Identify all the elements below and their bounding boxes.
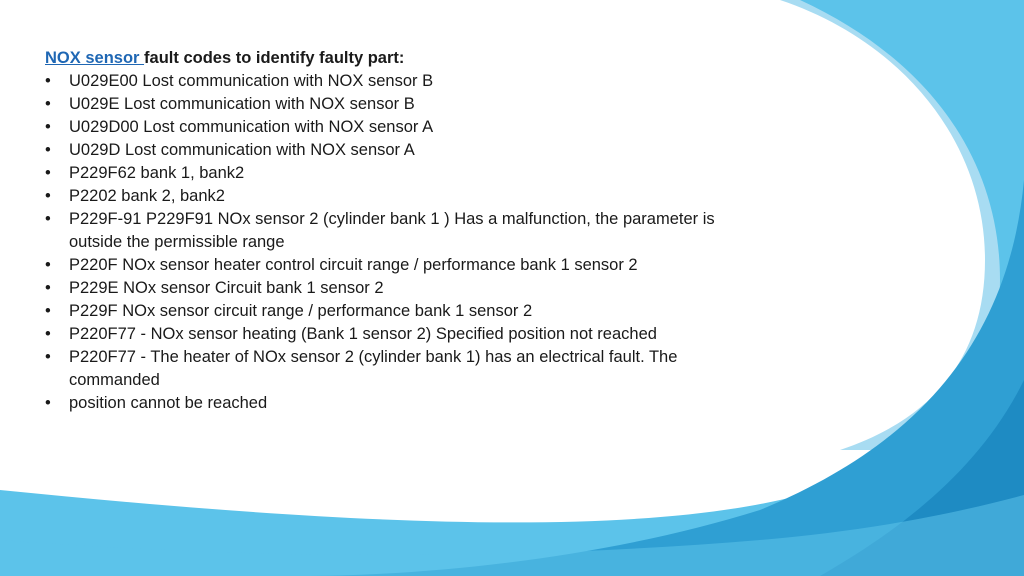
heading-text: fault codes to identify faulty part: [144,49,405,67]
list-item: • P220F NOx sensor heater control circuit range / performance bank 1 sensor 2 [45,254,765,277]
list-item: • P220F77 - The heater of NOx sensor 2 (cylinder bank 1) has an electrical fault. The commanded [45,346,765,392]
list-item: • U029E00 Lost communication with NOX sensor B [45,70,765,93]
list-item: • P229F-91 P229F91 NOx sensor 2 (cylinder bank 1 ) Has a malfunction, the parameter is outside the permissible range [45,208,765,254]
list-item: • P220F77 - NOx sensor heating (Bank 1 sensor 2) Specified position not reached [45,323,765,346]
list-item: • P2202 bank 2, bank2 [45,185,765,208]
list-item: • U029E Lost communication with NOX sensor B [45,93,765,116]
list-item: • P229F62 bank 1, bank2 [45,162,765,185]
list-item: • P229F NOx sensor circuit range / performance bank 1 sensor 2 [45,300,765,323]
content-block [45,47,765,415]
list-item: • U029D00 Lost communication with NOX sensor A [45,116,765,139]
list-item: • U029D Lost communication with NOX sensor A [45,139,765,162]
nox-sensor-link[interactable]: NOX sensor [45,49,145,67]
heading [45,47,765,70]
list-item: • P229E NOx sensor Circuit bank 1 sensor 2 [45,277,765,300]
list-item: • position cannot be reached [45,392,765,415]
fault-code-list [45,70,765,415]
